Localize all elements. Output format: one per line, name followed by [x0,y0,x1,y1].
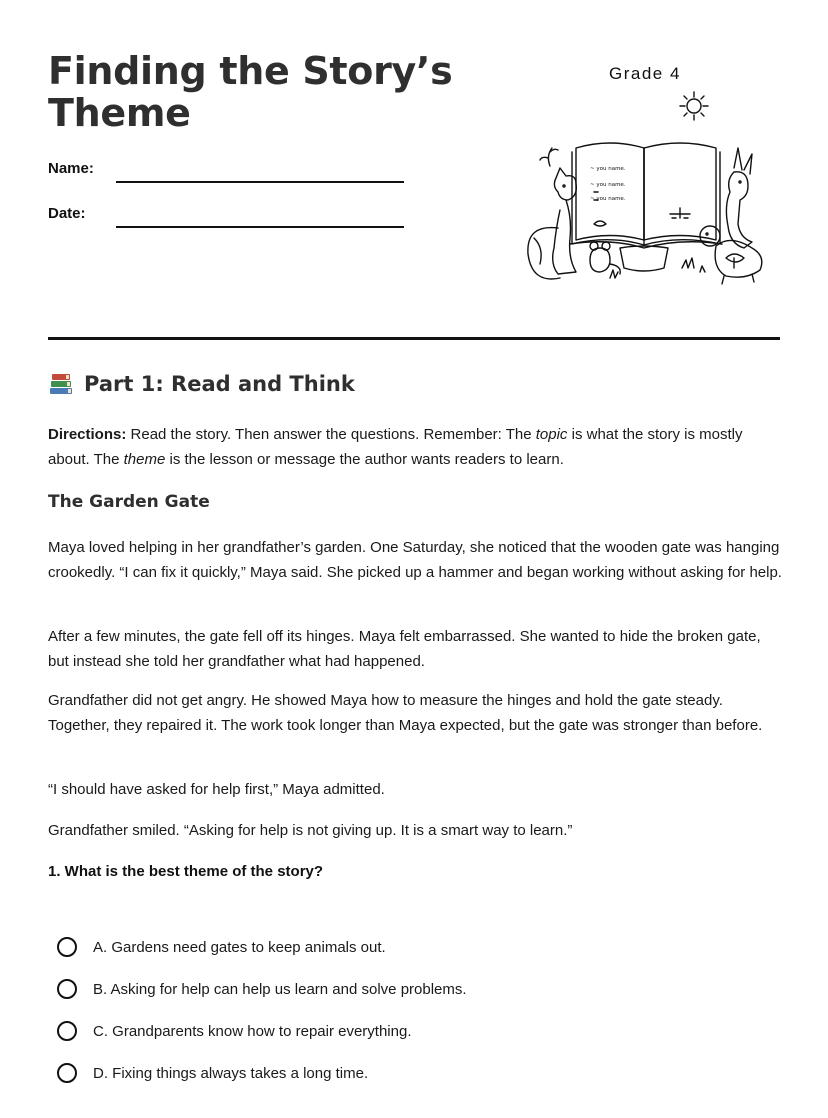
fox-icon [528,148,576,279]
question-1-prompt: 1. What is the best theme of the story? [48,863,324,880]
part-1-heading-text: Part 1: Read and Think [84,372,355,396]
book-text-line-2: ~ you name. [590,182,626,188]
answer-option-label: B. Asking for help can help us learn and solve problems. [93,980,467,998]
answer-option-label: A. Gardens need gates to keep animals out. [93,938,386,956]
turtle-icon [700,226,762,284]
mouse-icon [590,242,620,274]
answer-options [57,926,757,1094]
radio-circle-icon[interactable] [57,1021,77,1041]
answer-option-d[interactable] [57,1052,757,1094]
radio-circle-icon[interactable] [57,937,77,957]
story-paragraph: After a few minutes, the gate fell off its hinges. Maya felt embarrassed. She wanted to hide the broken gate, but instead she told her grandfather what had happened. [48,628,761,670]
book-text-line-3: ~ you name. [590,196,626,202]
topic-term: topic [535,426,568,443]
story-title: The Garden Gate [48,492,210,512]
book-text-line-1: ~ you name. [590,166,626,172]
answer-option-a[interactable] [57,926,757,968]
section-divider [48,337,780,340]
grade-label: Grade 4 [609,64,681,83]
books-icon [48,372,74,396]
worksheet-title [48,50,452,134]
radio-circle-icon[interactable] [57,1063,77,1083]
story-paragraph: Grandfather did not get angry. He showed Maya how to measure the hinges and hold the gate steady. Together, they repaired it. The work took longer than Maya expected, but the gate was stronger than before. [48,692,763,734]
title-line-2: Theme [48,91,191,135]
storybook-animals-illustration [520,88,770,292]
name-label: Name: [48,160,94,177]
theme-term: theme [123,451,166,468]
date-label: Date: [48,205,86,222]
title-line-1: Finding the Story’s [48,49,453,93]
story-paragraph: “I should have asked for help first,” Maya admitted. [48,781,385,798]
answer-option-label: D. Fixing things always takes a long time. [93,1064,369,1082]
date-write-line[interactable] [116,226,404,228]
answer-option-label: C. Grandparents know how to repair everything. [93,1022,412,1040]
open-book-icon [570,143,722,248]
answer-option-b[interactable] [57,968,757,1010]
story-paragraph: Grandfather smiled. “Asking for help is not giving up. It is a smart way to learn.” [48,822,573,839]
part-1-heading [48,372,355,396]
directions-label: Directions: [48,426,127,443]
story-paragraph: Maya loved helping in her grandfather’s garden. One Saturday, she noticed that the wooden gate was hanging crookedly. “I can fix it quickly,” Maya said. She picked up a hammer and began working without asking for help. [48,539,782,581]
answer-option-c[interactable] [57,1010,757,1052]
radio-circle-icon[interactable] [57,979,77,999]
sun-icon [680,92,708,120]
rabbit-icon [726,148,752,248]
name-write-line[interactable] [116,181,404,183]
directions-paragraph: Directions: Read the story. Then answer the questions. Remember: The topic is what the story is mostly about. The theme is the lesson or message the author wants readers to learn. [48,426,743,468]
